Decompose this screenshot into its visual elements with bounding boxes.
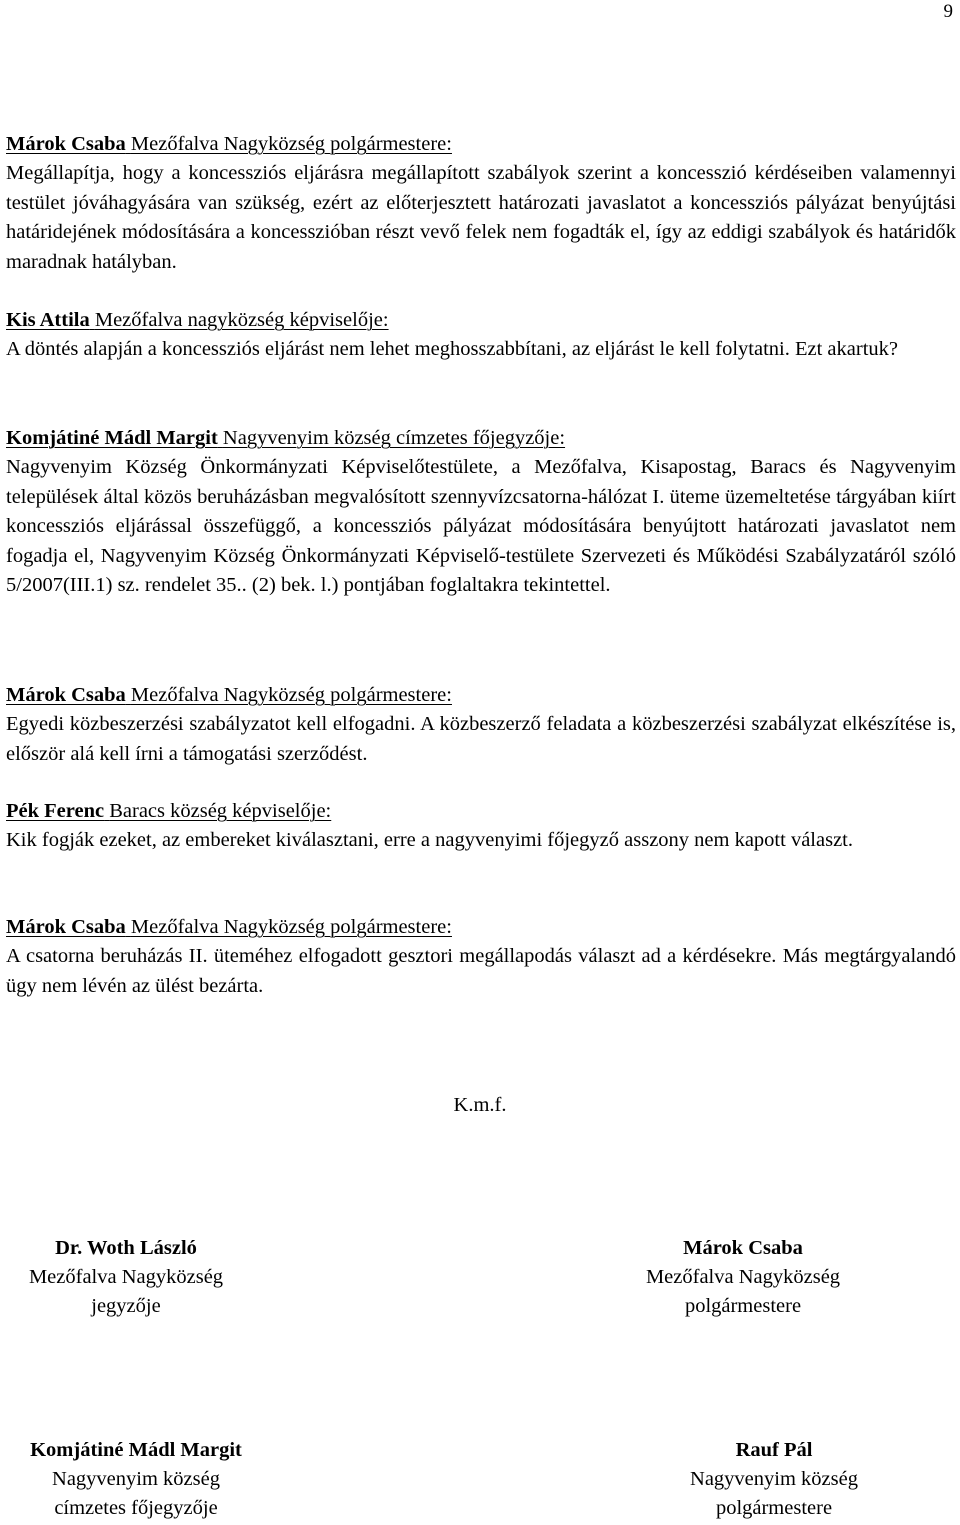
speaker-header [6, 913, 956, 942]
speaker-header [6, 681, 956, 710]
speaker-name: Pék Ferenc [6, 800, 105, 822]
section-marok-2 [6, 681, 956, 769]
speaker-role: Mezőfalva Nagyközség polgármestere: [130, 916, 452, 938]
statement-text: A csatorna beruházás II. üteméhez elfogadott gesztori megállapodás választ ad a kérdésekre. Más megtárgyalandó ügy nem lévén az ülést bezárta. [6, 945, 956, 997]
section-marok-3 [6, 913, 956, 1001]
section-pek-ferenc [6, 797, 956, 856]
statement-text: A döntés alapján a koncessziós eljárást nem lehet meghosszabbítani, az eljárást le kell folytatni. Ezt akartuk? [6, 338, 899, 361]
section-kis-attila [6, 306, 956, 365]
statement-text: Kik fogják ezeket, az embereket kiválasztani, erre a nagyvenyimi főjegyző asszony nem kapott választ. [6, 829, 853, 852]
speaker-role: Nagyvenyim község címzetes főjegyzője: [222, 427, 566, 449]
speaker-header [6, 424, 956, 453]
section-komjatine [6, 424, 956, 600]
signatory-org: Mezőfalva Nagyközség [28, 1266, 224, 1288]
section-marok-1 [6, 130, 956, 277]
signature-marok [618, 1234, 868, 1321]
signatory-title: polgármestere [684, 1295, 802, 1317]
speaker-name: Márok Csaba [6, 684, 126, 706]
signatory-org: Mezőfalva Nagyközség [645, 1266, 841, 1288]
signatory-org: Nagyvenyim község [52, 1468, 220, 1490]
statement-text: Nagyvenyim Község Önkormányzati Képviselőtestülete, a Mezőfalva, Kisapostag, Baracs és Nagyvenyim települések által közös beruházásban megvalósított szennyvízcsatorna-hálózat I. üteme üzemeltetése tárgyában kiírt koncessziós eljárással összefüggő, a koncessziós pályázat módosítására benyújtott határozati javaslatot nem fogadja el, Nagyvenyim Község Önkormányzati Képviselő-testülete Szervezeti és Működési Szabályzatáról szóló 5/2007(III.1) sz. rendelet 35.. (2) bek. l.) pontjában foglaltakra tekintettel. [6, 456, 956, 597]
kmf-label: K.m.f. [453, 1094, 507, 1116]
speaker-role: Baracs község képviselője: [109, 800, 332, 822]
speaker-name: Márok Csaba [6, 916, 126, 938]
speaker-name: Kis Attila [6, 309, 90, 331]
speaker-header [6, 130, 956, 159]
signatory-org: Nagyvenyim község [690, 1468, 858, 1490]
signature-rauf [664, 1436, 884, 1523]
signatory-name: Komjátiné Mádl Margit [30, 1439, 242, 1461]
speaker-role: Mezőfalva Nagyközség polgármestere: [130, 133, 452, 155]
signatory-title: jegyzője [91, 1295, 161, 1317]
signatory-title: polgármestere [715, 1497, 833, 1519]
statement-text: Megállapítja, hogy a koncessziós eljárásra megállapított szabályok szerint a koncesszió kérdéseiben valamennyi testület jóváhagyására van szükség, ezért az előterjesztett határozati javaslatot a koncessziós pályázat benyújtási határidejének módosítására a koncesszióban részt vevő felek nem fogadták el, így az eddigi szabályok és határidők maradnak hatályban. [6, 162, 956, 273]
speaker-header [6, 306, 956, 335]
signatory-name: Dr. Woth László [55, 1237, 197, 1259]
signature-komjatine [2, 1436, 270, 1523]
signatory-name: Márok Csaba [683, 1237, 803, 1259]
speaker-role: Mezőfalva Nagyközség polgármestere: [130, 684, 452, 706]
signatory-title: címzetes főjegyzője [54, 1497, 218, 1519]
speaker-name: Márok Csaba [6, 133, 126, 155]
page-number: 9 [943, 1, 953, 22]
statement-text: Egyedi közbeszerzési szabályzatot kell elfogadni. A közbeszerző feladata a közbeszerzési szabályzat elkészítése is, először alá kell írni a támogatási szerződést. [6, 713, 956, 765]
speaker-header [6, 797, 956, 826]
speaker-name: Komjátiné Mádl Margit [6, 427, 218, 449]
speaker-role: Mezőfalva nagyközség képviselője: [94, 309, 389, 331]
signature-woth [6, 1234, 246, 1321]
signatory-name: Rauf Pál [735, 1439, 813, 1461]
